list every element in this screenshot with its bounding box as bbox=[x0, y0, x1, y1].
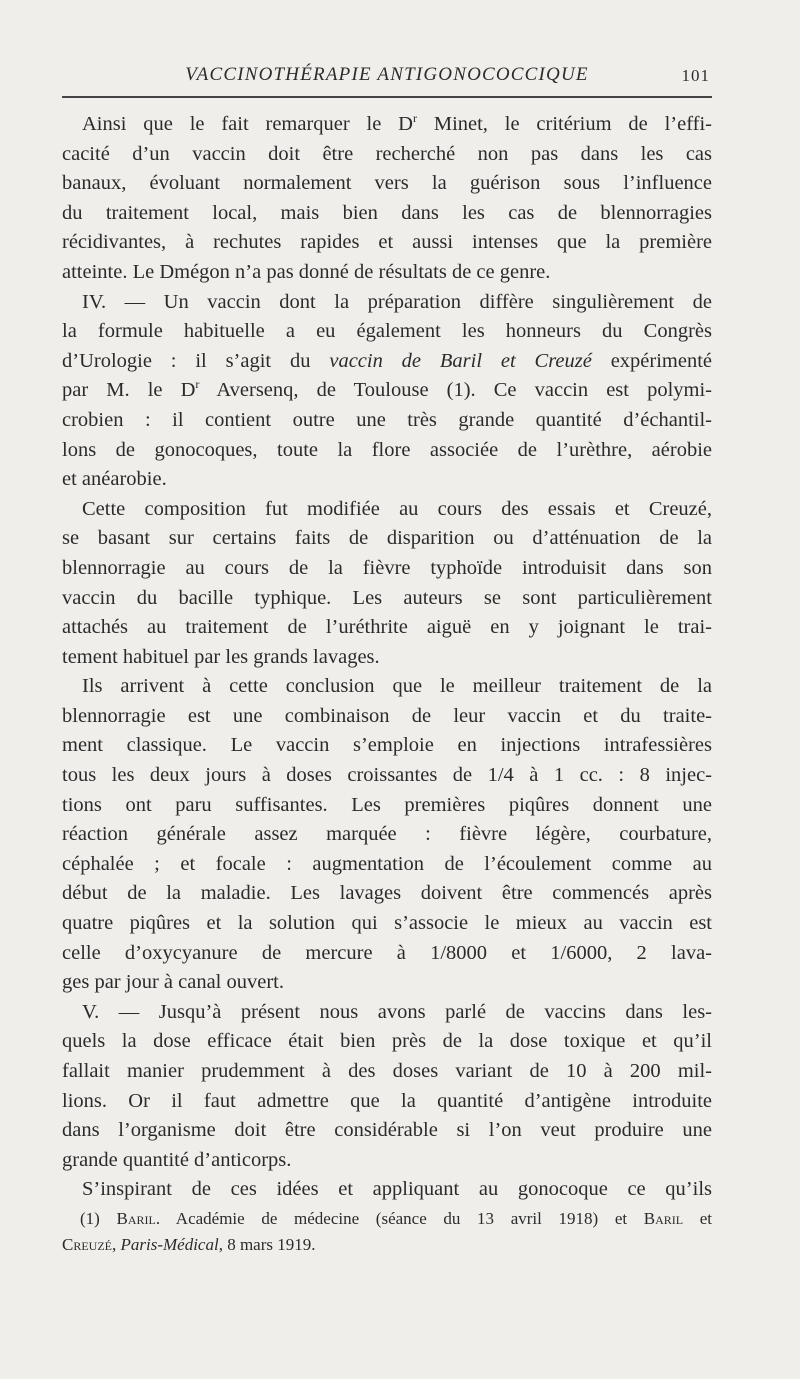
text-line: d’Urologie : il s’agit du vaccin de Baril et Creuzé expérimenté bbox=[62, 349, 713, 372]
text-line: ges par jour à canal ouvert. bbox=[62, 971, 284, 994]
text-line: S’inspirant de ces idées et appliquant au gonocoque ce qu’ils bbox=[82, 1178, 712, 1201]
page-number: 101 bbox=[681, 66, 710, 85]
text-line: V. — Jusqu’à présent nous avons parlé de vaccins dans les- bbox=[82, 1000, 712, 1023]
text-line: lions. Or il faut admettre que la quantité d’antigène introduite bbox=[62, 1089, 712, 1112]
text-line: tous les deux jours à doses croissantes de 1/4 à 1 cc. : 8 injec- bbox=[62, 764, 712, 787]
text-line: attachés au traitement de l’uréthrite aiguë en y joignant le trai- bbox=[62, 616, 712, 639]
text-line: dans l’organisme doit être considérable si l’on veut produire une bbox=[62, 1119, 712, 1142]
text-line: blennorragie est une combinaison de leur vaccin et du traite- bbox=[62, 704, 712, 727]
page-header bbox=[62, 56, 712, 98]
text-line: celle d’oxycyanure de mercure à 1/8000 et 1/6000, 2 lava- bbox=[62, 941, 712, 964]
text-line: réaction générale assez marquée : fièvre légère, courbature, bbox=[62, 823, 712, 846]
footnote-line: (1) Baril. Académie de médecine (séance du 13 avril 1918) et Baril et bbox=[80, 1209, 712, 1228]
text-line: banaux, évoluant normalement vers la guérison sous l’influence bbox=[62, 172, 712, 195]
footnote-author: Baril bbox=[116, 1209, 156, 1228]
text-line: cacité d’un vaccin doit être recherché non pas dans les cas bbox=[62, 142, 712, 165]
text-line: atteinte. Le Dmégon n’a pas donné de résultats de ce genre. bbox=[62, 260, 551, 283]
text-line: ment classique. Le vaccin s’emploie en injections intrafessières bbox=[62, 734, 712, 757]
footnote-journal: Paris-Médical bbox=[120, 1235, 219, 1254]
text-line: grande quantité d’anticorps. bbox=[62, 1148, 292, 1171]
text-line: récidivantes, à rechutes rapides et aussi intenses que la première bbox=[62, 231, 712, 254]
body-text bbox=[62, 110, 712, 1205]
text-line: vaccin du bacille typhique. Les auteurs se sont particulièrement bbox=[62, 586, 712, 609]
footnote-author: Baril bbox=[643, 1209, 684, 1228]
text-line: se basant sur certains faits de disparition ou d’atténuation de la bbox=[62, 527, 712, 550]
text-line: début de la maladie. Les lavages doivent être commencés après bbox=[62, 882, 712, 905]
text-line: par M. le $D^r$ Aversenq, de Toulouse (1). Ce vaccin est polymi- bbox=[62, 377, 712, 402]
text-line: fallait manier prudemment à des doses variant de 10 à 200 mil- bbox=[62, 1060, 712, 1082]
text-line: et anéarobie. bbox=[62, 468, 167, 491]
text-line: Ils arrivent à cette conclusion que le meilleur traitement de la bbox=[82, 675, 712, 698]
running-title: VACCINOTHÉRAPIE ANTIGONOCOCCIQUE bbox=[185, 64, 589, 85]
text-line: lons de gonocoques, toute la flore associée de l’urèthre, aérobie bbox=[62, 438, 712, 461]
text-line: du traitement local, mais bien dans les cas de blennorragies bbox=[62, 201, 712, 224]
text-line: tement habituel par les grands lavages. bbox=[62, 645, 380, 668]
text-line: blennorragie au cours de la fièvre typhoïde introduisit dans son bbox=[62, 556, 712, 579]
footnote-line: Creuzé, Paris-Médical, 8 mars 1919. bbox=[62, 1235, 316, 1254]
footnote bbox=[62, 1206, 712, 1258]
text-line: quatre piqûres et la solution qui s’associe le mieux au vaccin est bbox=[62, 912, 712, 935]
text-line: IV. — Un vaccin dont la préparation diffère singulièrement de bbox=[82, 290, 712, 313]
text-line: quels la dose efficace était bien près de la dose toxique et qu’il bbox=[62, 1030, 712, 1053]
text-line: Ainsi que le fait remarquer le $D^r$ Minet, le critérium de l’effi- bbox=[82, 111, 712, 135]
text-line: tions ont paru suffisantes. Les premières piqûres donnent une bbox=[62, 793, 712, 816]
text-line: crobien : il contient outre une très grande quantité d’échantil- bbox=[62, 408, 712, 431]
text-line: céphalée ; et focale : augmentation de l’écoulement comme au bbox=[62, 852, 712, 875]
text-line: la formule habituelle a eu également les honneurs du Congrès bbox=[62, 320, 712, 343]
text-line: Cette composition fut modifiée au cours des essais et Creuzé, bbox=[82, 497, 712, 520]
footnote-author: Creuzé bbox=[62, 1235, 112, 1254]
